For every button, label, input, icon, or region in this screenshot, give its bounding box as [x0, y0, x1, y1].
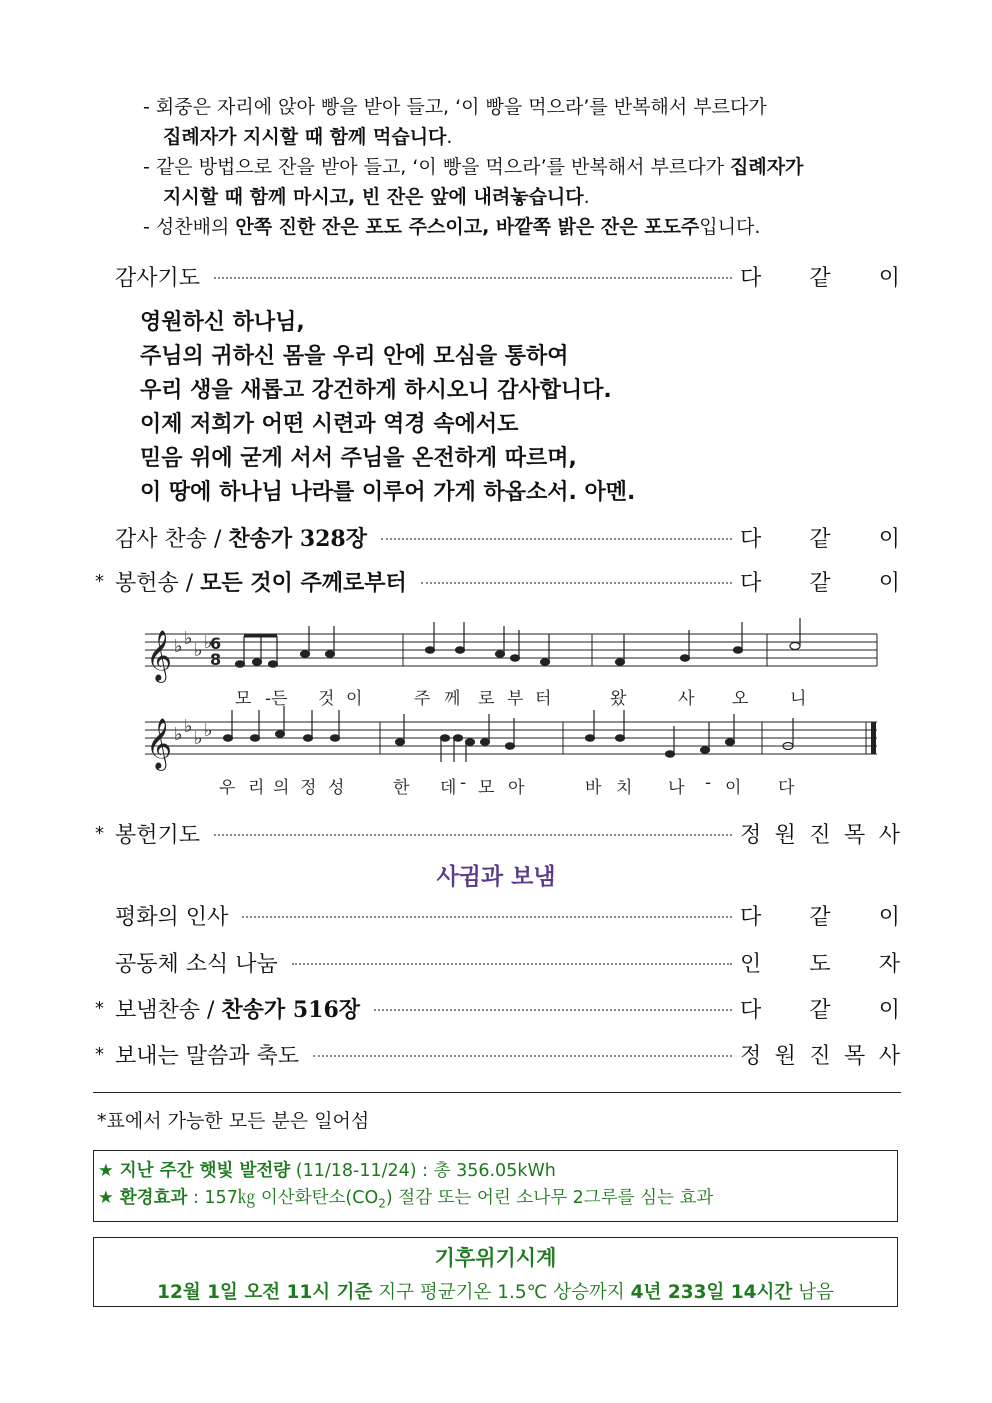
role: 인 도 자: [740, 951, 900, 977]
role: 다 같 이: [740, 265, 900, 291]
leader-dots: [381, 538, 732, 540]
leader-dots: [214, 834, 732, 836]
solar-line-1: ★ 지난 주간 햇빛 발전량 (11/18-11/24) : 총 356.05kWh: [98, 1161, 556, 1181]
divider: [93, 1092, 901, 1093]
solar-line-2: ★ 환경효과 : 157㎏ 이산화탄소$(CO_2)$ 절감 또는 어린 소나무 2그루를 심는 효과: [98, 1188, 714, 1211]
treble-clef-icon: 𝄞: [146, 630, 173, 681]
role: 정 원 진 목 사: [740, 822, 900, 848]
leader-dots: [421, 582, 732, 584]
prayer-text: 영원하신 하나님, 주님의 귀하신 몸을 우리 안에 모심을 통하여 우리 생을 새롭고 강건하게 하시오니 감사합니다. 이제 저희가 어떤 시련과 역경 속에서도 믿음 위에 굳게 서서 주님을 온전하게 따르며, 이 땅에 하나님 나라를 이루어 가게 하옵소서. 아멘.: [140, 310, 636, 505]
leader-dots: [214, 277, 732, 279]
lyrics-line-2: 우 리 의 정 성 한 데 - 모 아 바 치 나 - 이 다: [219, 773, 795, 798]
footnote: *표에서 가능한 모든 분은 일어섬: [97, 1110, 370, 1132]
role: 다 같 이: [740, 997, 900, 1023]
svg-text:♭: ♭: [174, 724, 183, 745]
climate-clock-text: 12월 1일 오전 11시 기준 지구 평균기온 1.5℃ 상승까지 4년 233일 14시간 남음: [157, 1282, 834, 1303]
order-row-peace-greeting: 평화의 인사 다 같 이: [95, 898, 900, 932]
communion-note-2b: 지시할 때 함께 마시고, 빈 잔은 앞에 내려놓습니다.: [163, 186, 590, 208]
svg-text:♭: ♭: [174, 636, 183, 657]
time-signature-top: 6: [210, 634, 222, 653]
order-row-sending-hymn: * 보냄찬송 / 찬송가 516장 다 같 이: [95, 991, 900, 1025]
climate-clock-title: 기후위기시계: [434, 1246, 557, 1270]
leader-dots: [242, 916, 732, 918]
climate-clock-box: [93, 1237, 898, 1307]
order-row-benediction: * 보내는 말씀과 축도 정 원 진 목 사: [95, 1037, 900, 1071]
svg-text:♭: ♭: [184, 628, 193, 649]
leader-dots: [374, 1009, 732, 1011]
svg-text:♭: ♭: [194, 640, 203, 661]
order-row-thanksgiving-prayer: 감사기도 다 같 이: [95, 259, 900, 293]
role: 정 원 진 목 사: [740, 1043, 900, 1069]
lyrics-line-1: 모 -든 것 이 주 께 로 부 터 왔 사 오 니: [235, 689, 807, 709]
role: 다 같 이: [740, 904, 900, 930]
time-signature-bottom: 8: [210, 650, 222, 669]
communion-note-2: - 같은 방법으로 잔을 받아 들고, ‘이 빵을 먹으라’를 반복해서 부르다가 집례자가: [143, 156, 804, 178]
svg-text:♭: ♭: [204, 632, 213, 653]
order-row-thanksgiving-hymn: 감사 찬송 / 찬송가 328장 다 같 이: [95, 520, 900, 554]
leader-dots: [292, 963, 732, 965]
svg-text:♭: ♭: [184, 716, 193, 737]
order-row-community-news: 공동체 소식 나눔 인 도 자: [95, 945, 900, 979]
solar-power-box: [93, 1150, 898, 1222]
svg-text:♭: ♭: [194, 728, 203, 749]
communion-note-1b: 집례자가 지시할 때 함께 먹습니다.: [163, 126, 453, 148]
order-row-offertory-song: * 봉헌송 / 모든 것이 주께로부터 다 같 이: [95, 564, 900, 598]
role: 다 같 이: [740, 526, 900, 552]
section-title: 사귐과 보냄: [436, 864, 556, 890]
order-row-offertory-prayer: * 봉헌기도 정 원 진 목 사: [95, 816, 900, 850]
leader-dots: [313, 1055, 732, 1057]
svg-text:♭: ♭: [204, 720, 213, 741]
communion-note-1: - 회중은 자리에 앉아 빵을 받아 들고, ‘이 빵을 먹으라’를 반복해서 부르다가: [143, 96, 767, 118]
role: 다 같 이: [740, 570, 900, 596]
treble-clef-icon: 𝄞: [146, 718, 173, 769]
communion-note-3: - 성찬배의 안쪽 진한 잔은 포도 주스이고, 바깥쪽 밝은 잔은 포도주입니다.: [143, 216, 761, 238]
